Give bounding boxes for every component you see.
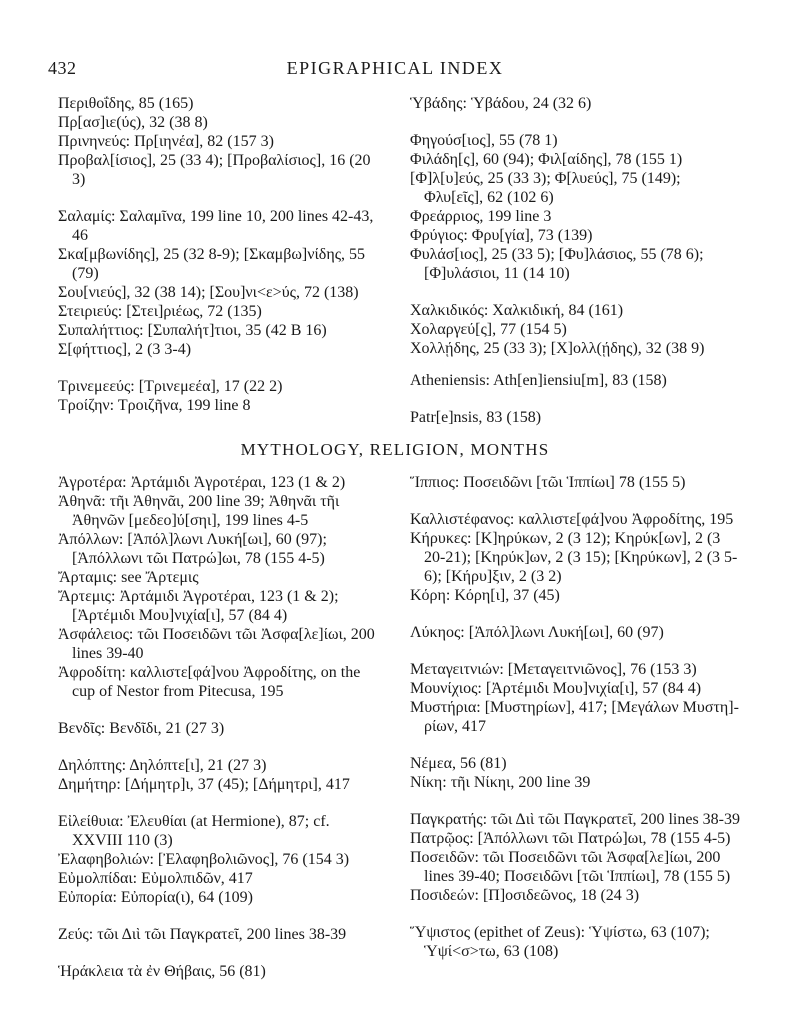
- index-entry: Ἡράκλεια τὰ ἐν Θήβαις, 56 (81): [58, 963, 266, 980]
- index-entry: Βενδῖς: Βενδῖδι, 21 (27 3): [58, 720, 225, 737]
- index-entry: Σκα[μβωνίδης], 25 (32 8-9); [Σκαμβω]νίδης, 55 (79): [58, 246, 366, 282]
- index-entry: Ἀσφάλειος: τῶι Ποσειδῶνι τῶι Ἀσφα[λε]ίωι, 200 lines 39-40: [58, 626, 375, 662]
- index-entry: Παγκρατής: τῶι Διὶ τῶι Παγκρατεῖ, 200 lines 38-39: [410, 811, 740, 828]
- index-entry: Σου[νιεύς], 32 (38 14); [Σου]νι<ε>ύς, 72 (138): [58, 284, 359, 301]
- left-column: [58, 473, 378, 981]
- index-entry: Ζεύς: τῶι Διὶ τῶι Παγκρατεῖ, 200 lines 38-39: [58, 926, 347, 943]
- index-entry: Πατρῷος: [Ἀπόλλωνι τῶι Πατρώ]ωι, 78 (155 4-5): [410, 830, 731, 847]
- index-entry: Καλλιστέφανος: καλλιστε[φά]νου Ἀφροδίτης, 195: [410, 511, 734, 528]
- index-entry: Δηλόπτης: Δηλόπτε[ι], 21 (27 3): [58, 757, 267, 774]
- index-entry: Πρινηνεύς: Πρ[ιηνέα], 82 (157 3): [58, 133, 274, 150]
- index-entry: Εὐμολπίδαι: Εὐμολπιδῶν, 417: [58, 870, 253, 887]
- index-entry: Ἄρτεμις: Ἀρτάμιδι Ἀγροτέραι, 123 (1 & 2); [Ἀρτέμιδι Μου]νιχία[ι], 57 (84 4): [58, 588, 339, 624]
- index-entry: Κόρη: Κόρη[ι], 37 (45): [410, 587, 560, 604]
- index-entry: Ὕψιστος (epithet of Zeus): Ὑψίστω, 63 (107); Ὑψί<σ>τω, 63 (108): [410, 924, 710, 960]
- index-entry: Συπαλήττιος: [Συπαλήτ]τιοι, 35 (42 B 16): [58, 322, 327, 339]
- index-entry: Περιθοΐδης, 85 (165): [58, 95, 194, 112]
- index-entry: Φιλάδη[ς], 60 (94); Φιλ[αίδης], 78 (155 1): [410, 151, 683, 168]
- index-entry: Ἀπόλλων: [Ἀπόλ]λωνι Λυκή[ωι], 60 (97); [Ἀπόλλωνι τῶι Πατρώ]ωι, 78 (155 4-5): [58, 531, 327, 567]
- index-entry: Φρύγιος: Φρυ[γία], 73 (139): [410, 227, 593, 244]
- section-heading: MYTHOLOGY, RELIGION, MONTHS: [240, 440, 550, 459]
- index-entry: Ποσειδῶν: τῶι Ποσειδῶνι τῶι Ἀσφα[λε]ίωι, 200 lines 39-40; Ποσειδῶνι [τῶι Ἱππίωι], 78 (155 5): [410, 849, 731, 885]
- index-entry: [Φ]λ[υ]εύς, 25 (33 3); Φ[λυεύς], 75 (149); Φλυ[εῖς], 62 (102 6): [410, 170, 681, 206]
- index-entry: Χολαργεύ[ς], 77 (154 5): [410, 321, 567, 338]
- index-entry: Φηγούσ[ιος], 55 (78 1): [410, 132, 558, 149]
- index-entry: Ἄρταμις: see Ἄρτεμις: [58, 569, 199, 586]
- index-entry: Τροίζην: Τροιζῆνα, 199 line 8: [58, 397, 251, 414]
- index-entry: Στειριεύς: [Στει]ριέως, 72 (135): [58, 303, 262, 320]
- index-entry: Atheniensis: Ath[en]iensiu[m], 83 (158): [410, 372, 667, 389]
- index-entry: Χολλῄδης, 25 (33 3); [Χ]ολλ(ῄδης), 32 (38 9): [410, 340, 705, 357]
- index-entry: Χαλκιδικός: Χαλκιδική, 84 (161): [410, 302, 624, 319]
- index-entry: Σαλαμίς: Σαλαμῖνα, 199 line 10, 200 lines 42-43, 46: [58, 208, 374, 244]
- index-entry: Ἀγροτέρα: Ἀρτάμιδι Ἀγροτέραι, 123 (1 & 2): [58, 474, 346, 491]
- index-entry: Κήρυκες: [Κ]ηρύκων, 2 (3 12); Κηρύκ[ων], 2 (3 20-21); [Κηρύκ]ων, 2 (3 15); [Κηρύκων], 2 (3 5-6); [Κήρυ]ξιν, 2 (3 2): [410, 530, 738, 585]
- index-entry: Εὐπορία: Εὐπορία(ι), 64 (109): [58, 889, 253, 906]
- index-entry: Φυλάσ[ιος], 25 (33 5); [Φυ]λάσιος, 55 (78 6); [Φ]υλάσιοι, 11 (14 10): [410, 246, 704, 282]
- index-entry: Ποσιδεών: [Π]οσιδεῶνος, 18 (24 3): [410, 887, 640, 904]
- right-column: [410, 473, 742, 961]
- left-column: [58, 94, 378, 415]
- index-entry: Εἰλείθυια: Ἐλευθίαι (at Hermione), 87; cf. XXVIII 110 (3): [58, 813, 330, 849]
- index-entry: Ἀφροδίτη: καλλιστε[φά]νου Ἀφροδίτης, on the cup of Nestor from Pitecusa, 195: [58, 664, 361, 700]
- index-entry: Σ[φήττιος], 2 (3 3-4): [58, 341, 192, 358]
- index-entry: Δημήτηρ: [Δήμητρ]ι, 37 (45); [Δήμητρι], 417: [58, 776, 350, 793]
- index-entry: Patr[e]nsis, 83 (158): [410, 409, 542, 426]
- index-entry: Ἵππιος: Ποσειδῶνι [τῶι Ἱππίωι] 78 (155 5): [410, 474, 686, 491]
- index-entry: Πρ[ασ]ιε(ύς), 32 (38 8): [58, 114, 208, 131]
- index-entry: Ὑβάδης: Ὑβάδου, 24 (32 6): [410, 95, 592, 112]
- index-entry: Μουνίχιος: [Ἀρτέμιδι Μου]νιχία[ι], 57 (84 4): [410, 680, 702, 697]
- index-entry: Νέμεα, 56 (81): [410, 755, 507, 772]
- right-column: [410, 94, 742, 427]
- index-entry: Λύκηος: [Ἀπόλ]λωνι Λυκή[ωι], 60 (97): [410, 624, 664, 641]
- index-entry: Φρεάρριος, 199 line 3: [410, 208, 552, 225]
- index-entry: Τρινεμεεύς: [Τρινεμεέα], 17 (22 2): [58, 378, 283, 395]
- index-entry: Νίκη: τῆι Νίκηι, 200 line 39: [410, 774, 591, 791]
- index-entry: Μυστήρια: [Μυστηρίων], 417; [Μεγάλων Μυστη]-ρίων, 417: [410, 699, 739, 735]
- page-number: 432: [48, 58, 77, 78]
- index-entry: Μεταγειτνιών: [Μεταγειτνιῶνος], 76 (153 3): [410, 661, 697, 678]
- index-entry: Ἐλαφηβολιών: [Ἐλαφηβολιῶνος], 76 (154 3): [58, 851, 350, 868]
- running-head: EPIGRAPHICAL INDEX: [286, 58, 504, 78]
- index-entry: Προβαλ[ίσιος], 25 (33 4); [Προβαλίσιος], 16 (20 3): [58, 152, 371, 188]
- index-entry: Ἀθηνᾶ: τῆι Ἀθηνᾶι, 200 line 39; Ἀθηνᾶι τῆι Ἀθηνῶν [μεδεο]ύ[σηι], 199 lines 4-5: [58, 493, 340, 529]
